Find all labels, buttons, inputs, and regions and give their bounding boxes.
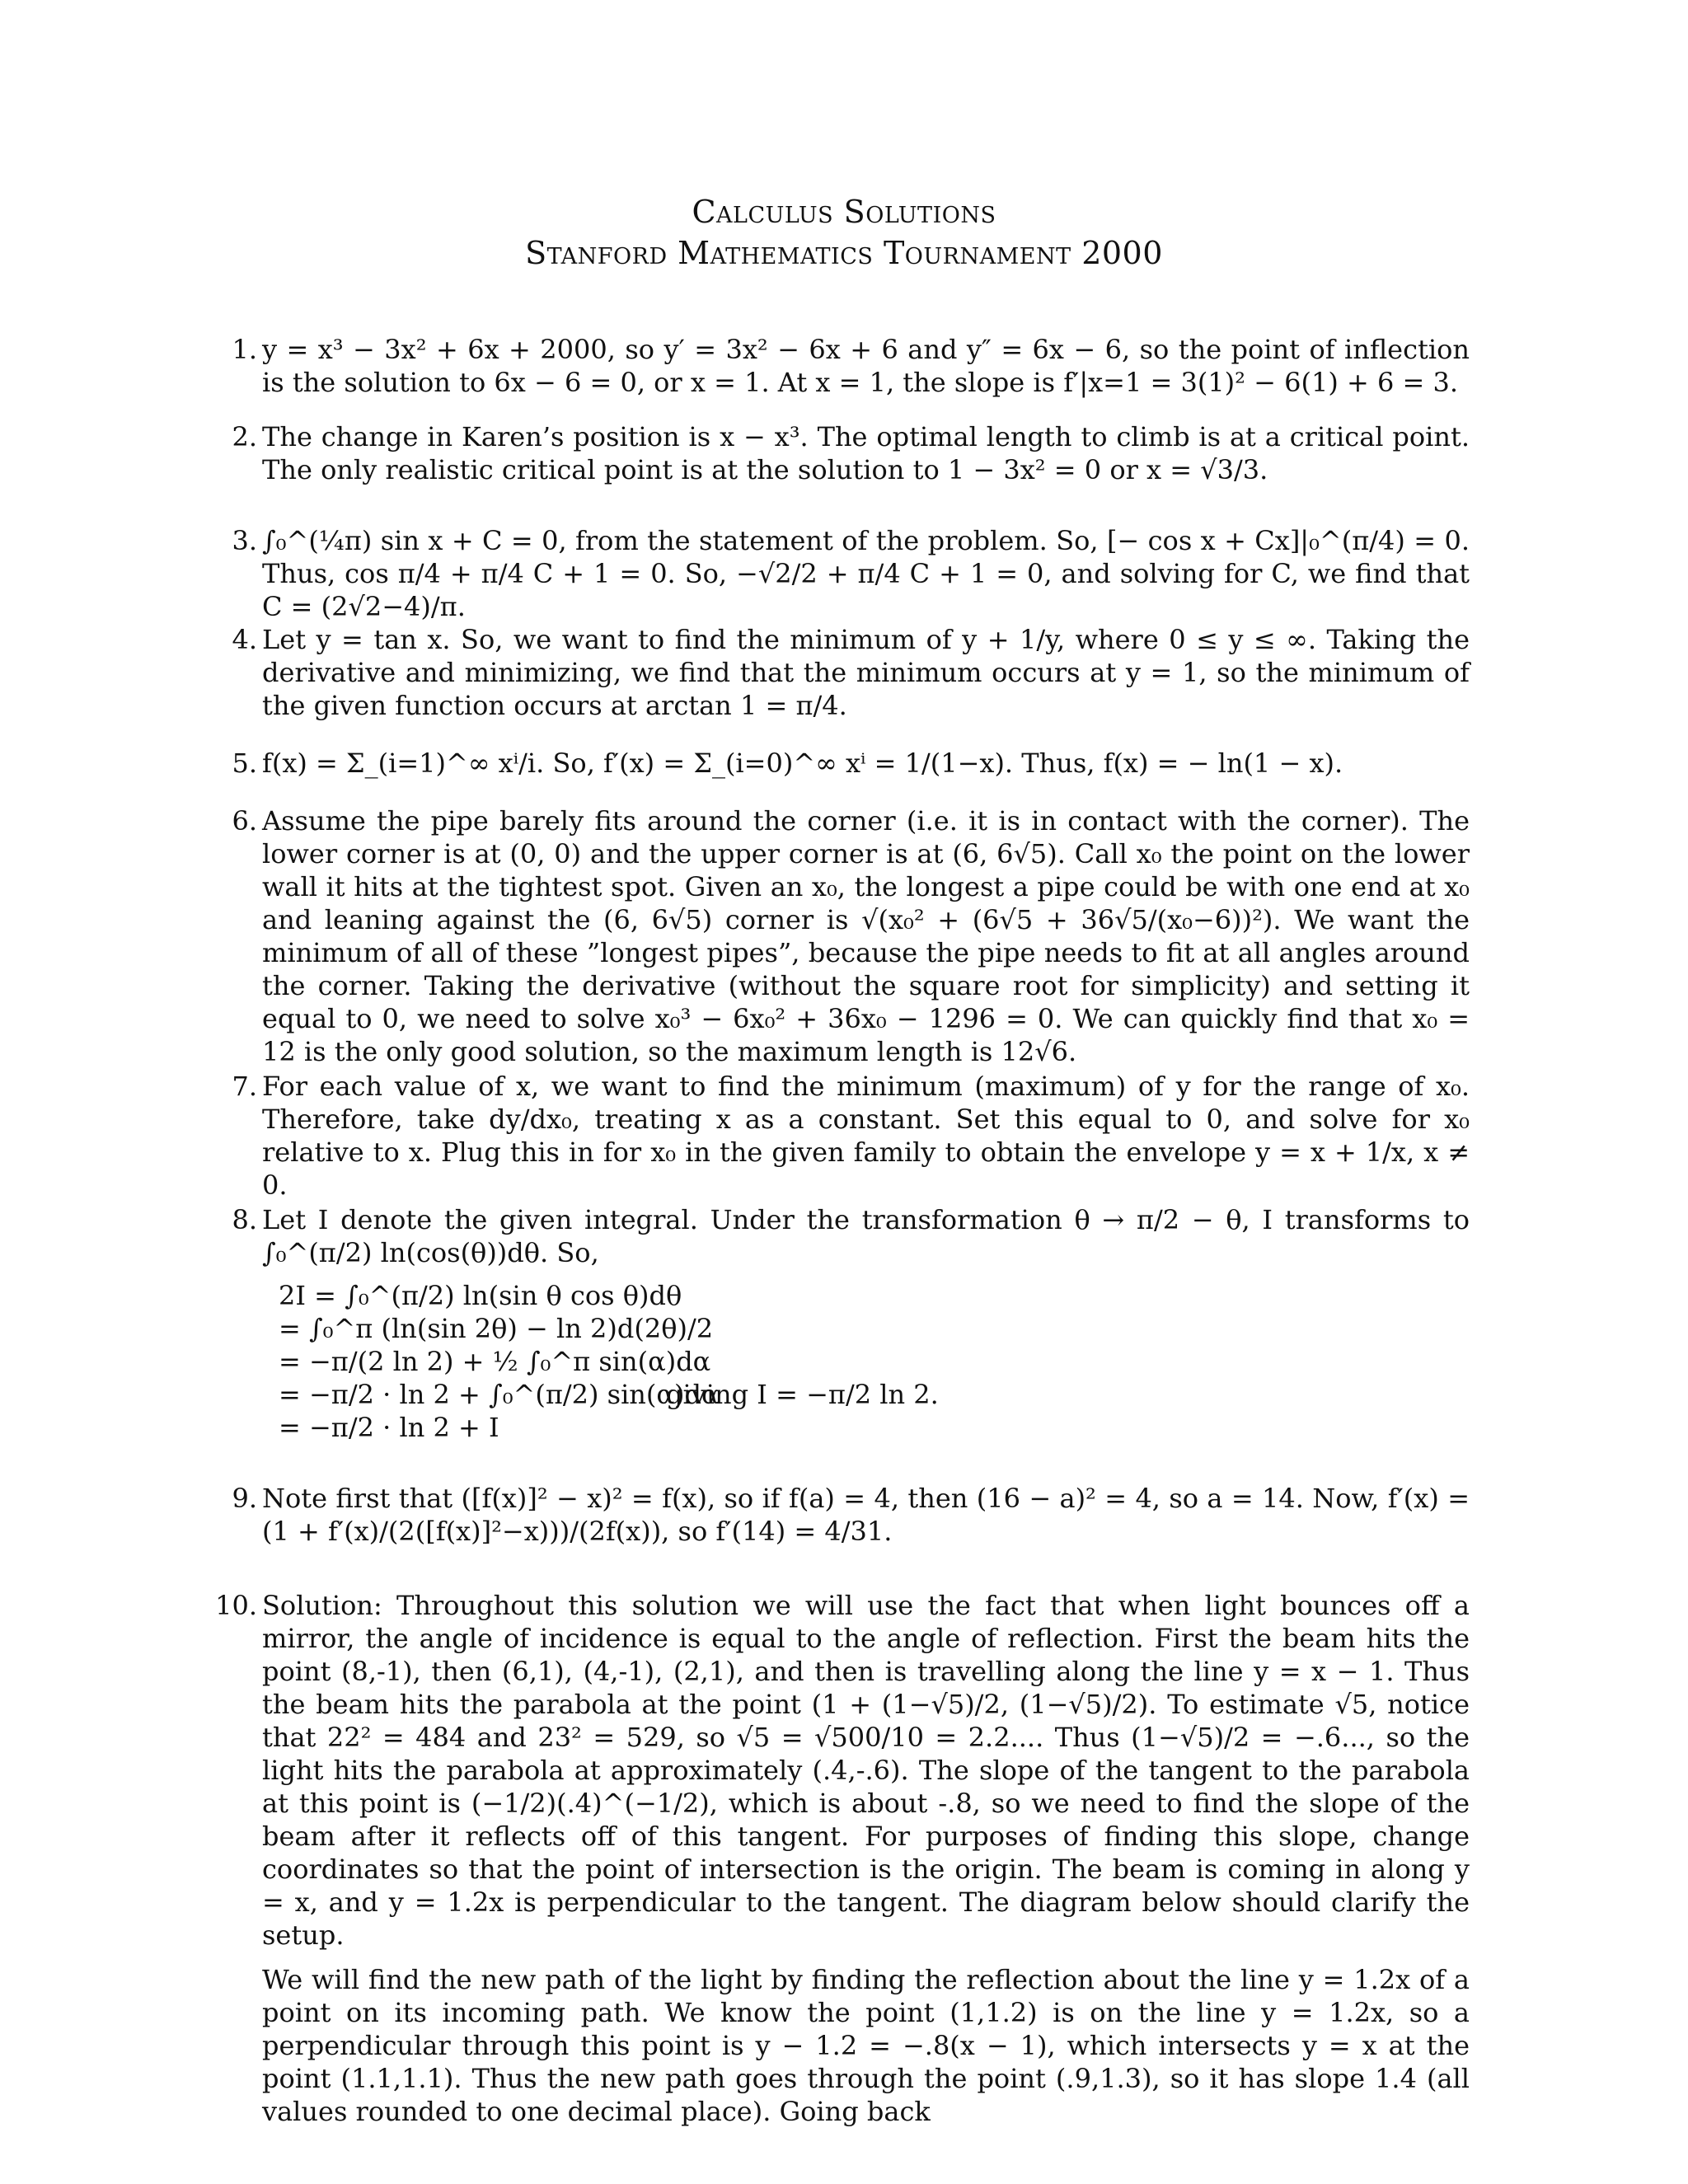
equation-block <box>279 1279 1470 1444</box>
problem-text: Solution: Throughout this solution we will use the fact that when light bounces off a mirror, the angle of incidence is equal to the angle of reflection. First the beam hits the point (8,-1), then (6,1), (4,-1), (2,1), and then is travelling along the line y = x − 1. Thus the beam hits the parabola at the point (1 + (1−√5)/2, (1−√5)/2). To estimate √5, notice that 22² = 484 and 23² = 529, so √5 = √500/10 = 2.2.... Thus (1−√5)/2 = −.6..., so the light hits the parabola at approximately (.4,-.6). The slope of the tangent to the parabola at this point is (−1/2)(.4)^(−1/2), which is about -.8, so we need to find the slope of the beam after it reflects off of this tangent. For purposes of finding this slope, change coordinates so that the point of intersection is the origin. The beam is coming in along y = x, and y = 1.2x is perpendicular to the tangent. The diagram below should clarify the setup. <box>262 1590 1470 1951</box>
problem-number: 1. <box>232 334 257 365</box>
problem-number: 4. <box>232 624 257 655</box>
problem-5 <box>232 747 1470 780</box>
equation-result: giving I = −π/2 ln 2. <box>666 1379 939 1410</box>
problem-number: 9. <box>232 1483 257 1514</box>
equation-line: = −π/(2 ln 2) + ½ ∫₀^π sin(α)dα <box>279 1346 711 1377</box>
problem-4 <box>232 623 1470 722</box>
problem-number: 5. <box>232 748 257 779</box>
document-title: Calculus Solutions <box>692 194 996 230</box>
document-subtitle: Stanford Mathematics Tournament 2000 <box>525 235 1163 271</box>
problem-number: 8. <box>232 1204 257 1235</box>
problem-text-continued: We will find the new path of the light by finding the reflection about the line y = 1.2x of a point on its incoming path. We know the point (1,1.2) is on the line y = 1.2x, so a perpendicular through this point is y − 1.2 = −.8(x − 1), which intersects y = x at the point (1.1,1.1). Thus the new path goes through the point (.9,1.3), so it has slope 1.4 (all values rounded to one decimal place). Going back <box>262 1964 1470 2127</box>
equation-line: = −π/2 · ln 2 + I <box>279 1412 499 1443</box>
problem-number: 2. <box>232 421 257 452</box>
problem-text: y = x³ − 3x² + 6x + 2000, so y′ = 3x² − 6x + 6 and y″ = 6x − 6, so the point of inflection is the solution to 6x − 6 = 0, or x = 1. At x = 1, the slope is f′|x=1 = 3(1)² − 6(1) + 6 = 3. <box>262 334 1470 398</box>
problem-text: The change in Karen’s position is x − x³. The optimal length to climb is at a critical point. The only realistic critical point is at the solution to 1 − 3x² = 0 or x = √3/3. <box>262 421 1470 485</box>
problem-10 <box>215 1589 1470 2128</box>
problem-text: Note first that ([f(x)]² − x)² = f(x), so if f(a) = 4, then (16 − a)² = 4, so a = 14. Now, f′(x) = (1 + f′(x)/(2([f(x)]²−x)))/(2f(x)), so f′(14) = 4/31. <box>262 1483 1470 1547</box>
problem-text: Let y = tan x. So, we want to find the minimum of y + 1/y, where 0 ≤ y ≤ ∞. Taking the derivative and minimizing, we find that the minimum occurs at y = 1, so the minimum of the given function occurs at arctan 1 = π/4. <box>262 624 1470 721</box>
title-block <box>0 191 1688 274</box>
problem-2 <box>232 420 1470 486</box>
problem-number: 7. <box>232 1071 257 1102</box>
problem-text: f(x) = Σ_(i=1)^∞ xⁱ/i. So, f′(x) = Σ_(i=0)^∞ xⁱ = 1/(1−x). Thus, f(x) = − ln(1 − x). <box>262 748 1343 779</box>
problem-number: 3. <box>232 525 257 556</box>
problem-7 <box>232 1070 1470 1202</box>
problem-number: 6. <box>232 805 257 837</box>
equation-line: = −π/2 · ln 2 + ∫₀^(π/2) sin(α)dα <box>279 1379 720 1410</box>
problem-1 <box>232 333 1470 399</box>
problem-8 <box>232 1203 1470 1444</box>
problem-text: Assume the pipe barely fits around the corner (i.e. it is in contact with the corner). The lower corner is at (0, 0) and the upper corner is at (6, 6√5). Call x₀ the point on the lower wall it hits at the tightest spot. Given an x₀, the longest a pipe could be with one end at x₀ and leaning against the (6, 6√5) corner is √(x₀² + (6√5 + 36√5/(x₀−6))²). We want the minimum of all of these ”longest pipes”, because the pipe needs to fit at all angles around the corner. Taking the derivative (without the square root for simplicity) and setting it equal to 0, we need to solve x₀³ − 6x₀² + 36x₀ − 1296 = 0. We can quickly find that x₀ = 12 is the only good solution, so the maximum length is 12√6. <box>262 805 1470 1067</box>
problem-number: 10. <box>215 1590 257 1621</box>
problem-9 <box>232 1482 1470 1548</box>
problem-3 <box>232 524 1470 623</box>
problem-text: ∫₀^(¼π) sin x + C = 0, from the statement of the problem. So, [− cos x + Cx]|₀^(π/4) = 0. Thus, cos π/4 + π/4 C + 1 = 0. So, −√2/2 + π/4 C + 1 = 0, and solving for C, we find that C = (2√2−4)/π. <box>262 525 1470 622</box>
problem-6 <box>232 804 1470 1068</box>
problem-text: Let I denote the given integral. Under the transformation θ → π/2 − θ, I transforms to ∫₀^(π/2) ln(cos(θ))dθ. So, <box>262 1204 1470 1268</box>
equation-line: 2I = ∫₀^(π/2) ln(sin θ cos θ)dθ <box>279 1280 682 1311</box>
equation-line: = ∫₀^π (ln(sin 2θ) − ln 2)d(2θ)/2 <box>279 1313 714 1344</box>
problem-text: For each value of x, we want to find the minimum (maximum) of y for the range of x₀. Therefore, take dy/dx₀, treating x as a constant. Set this equal to 0, and solve for x₀ relative to x. Plug this in for x₀ in the given family to obtain the envelope y = x + 1/x, x ≠ 0. <box>262 1071 1470 1201</box>
